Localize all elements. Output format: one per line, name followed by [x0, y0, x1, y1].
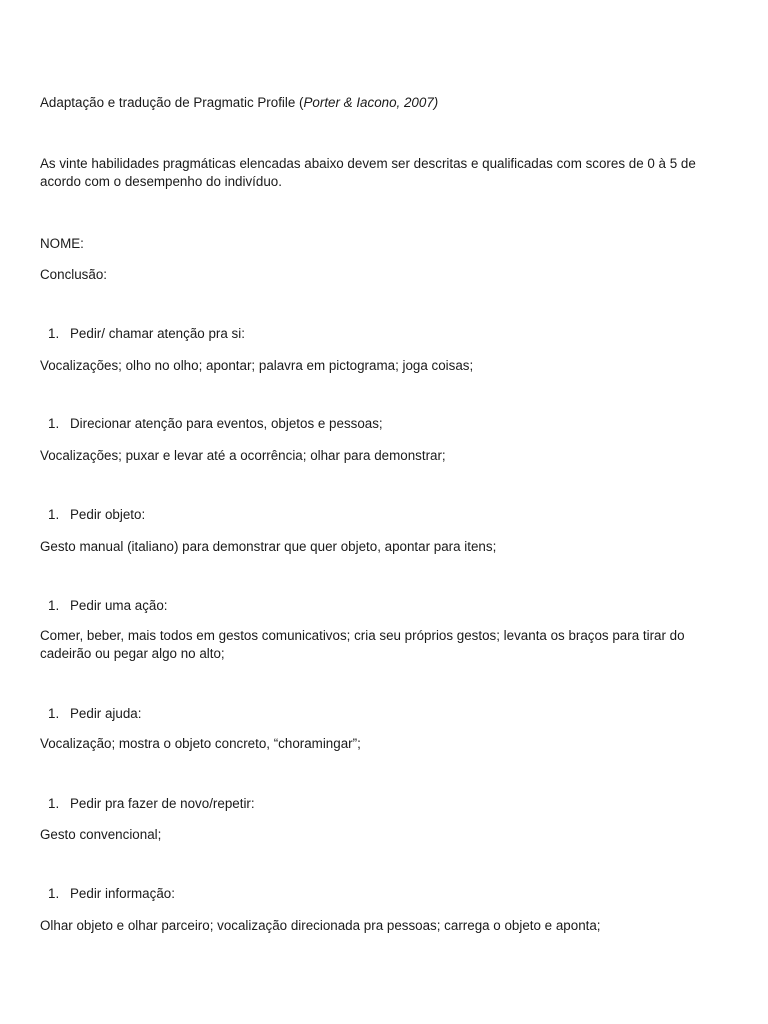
skill-description: Olhar objeto e olhar parceiro; vocalização direcionada pra pessoas; carrega o objeto e aponta;: [40, 918, 601, 933]
skill-heading: Pedir ajuda:: [70, 706, 142, 721]
conclusion-field-label: Conclusão:: [40, 267, 107, 282]
list-item-heading: [48, 885, 175, 903]
skill-description: Vocalizações; olho no olho; apontar; palavra em pictograma; joga coisas;: [40, 358, 474, 373]
skill-description: Comer, beber, mais todos em gestos comunicativos; cria seu próprios gestos; levanta os braços para tirar do cadeirão ou pegar algo no alto;: [40, 628, 685, 661]
list-number: 1.: [48, 326, 60, 341]
list-item-heading: [48, 325, 245, 343]
list-number: 1.: [48, 416, 60, 431]
list-number: 1.: [48, 507, 60, 522]
list-item-heading: [48, 705, 141, 723]
list-item-heading: [48, 415, 383, 433]
list-number: 1.: [48, 706, 60, 721]
skill-description: Vocalizações; puxar e levar até a ocorrência; olhar para demonstrar;: [40, 448, 446, 463]
title-citation: Porter & Iacono, 2007): [303, 95, 439, 110]
list-item-heading: [48, 795, 255, 813]
list-item-heading: [48, 597, 168, 615]
list-number: 1.: [48, 886, 60, 901]
skill-heading: Pedir/ chamar atenção pra si:: [70, 326, 245, 341]
skill-heading: Pedir objeto:: [70, 507, 146, 522]
list-number: 1.: [48, 598, 60, 613]
document-title: [40, 94, 730, 112]
skill-description: Vocalização; mostra o objeto concreto, “choramingar”;: [40, 736, 361, 751]
skill-heading: Pedir uma ação:: [70, 598, 168, 613]
skill-heading: Pedir pra fazer de novo/repetir:: [70, 796, 255, 811]
list-number: 1.: [48, 796, 60, 811]
skill-description: Gesto convencional;: [40, 827, 162, 842]
list-item-heading: [48, 506, 145, 524]
skill-heading: Pedir informação:: [70, 886, 175, 901]
name-field-label: NOME:: [40, 236, 84, 251]
intro-paragraph: As vinte habilidades pragmáticas elencadas abaixo devem ser descritas e qualificadas com scores de 0 à 5 de acordo com o desempenho do indivíduo.: [40, 156, 696, 189]
skill-heading: Direcionar atenção para eventos, objetos e pessoas;: [70, 416, 383, 431]
title-prefix: Adaptação e tradução de Pragmatic Profile (: [40, 95, 304, 110]
skill-description: Gesto manual (italiano) para demonstrar que quer objeto, apontar para itens;: [40, 539, 497, 554]
